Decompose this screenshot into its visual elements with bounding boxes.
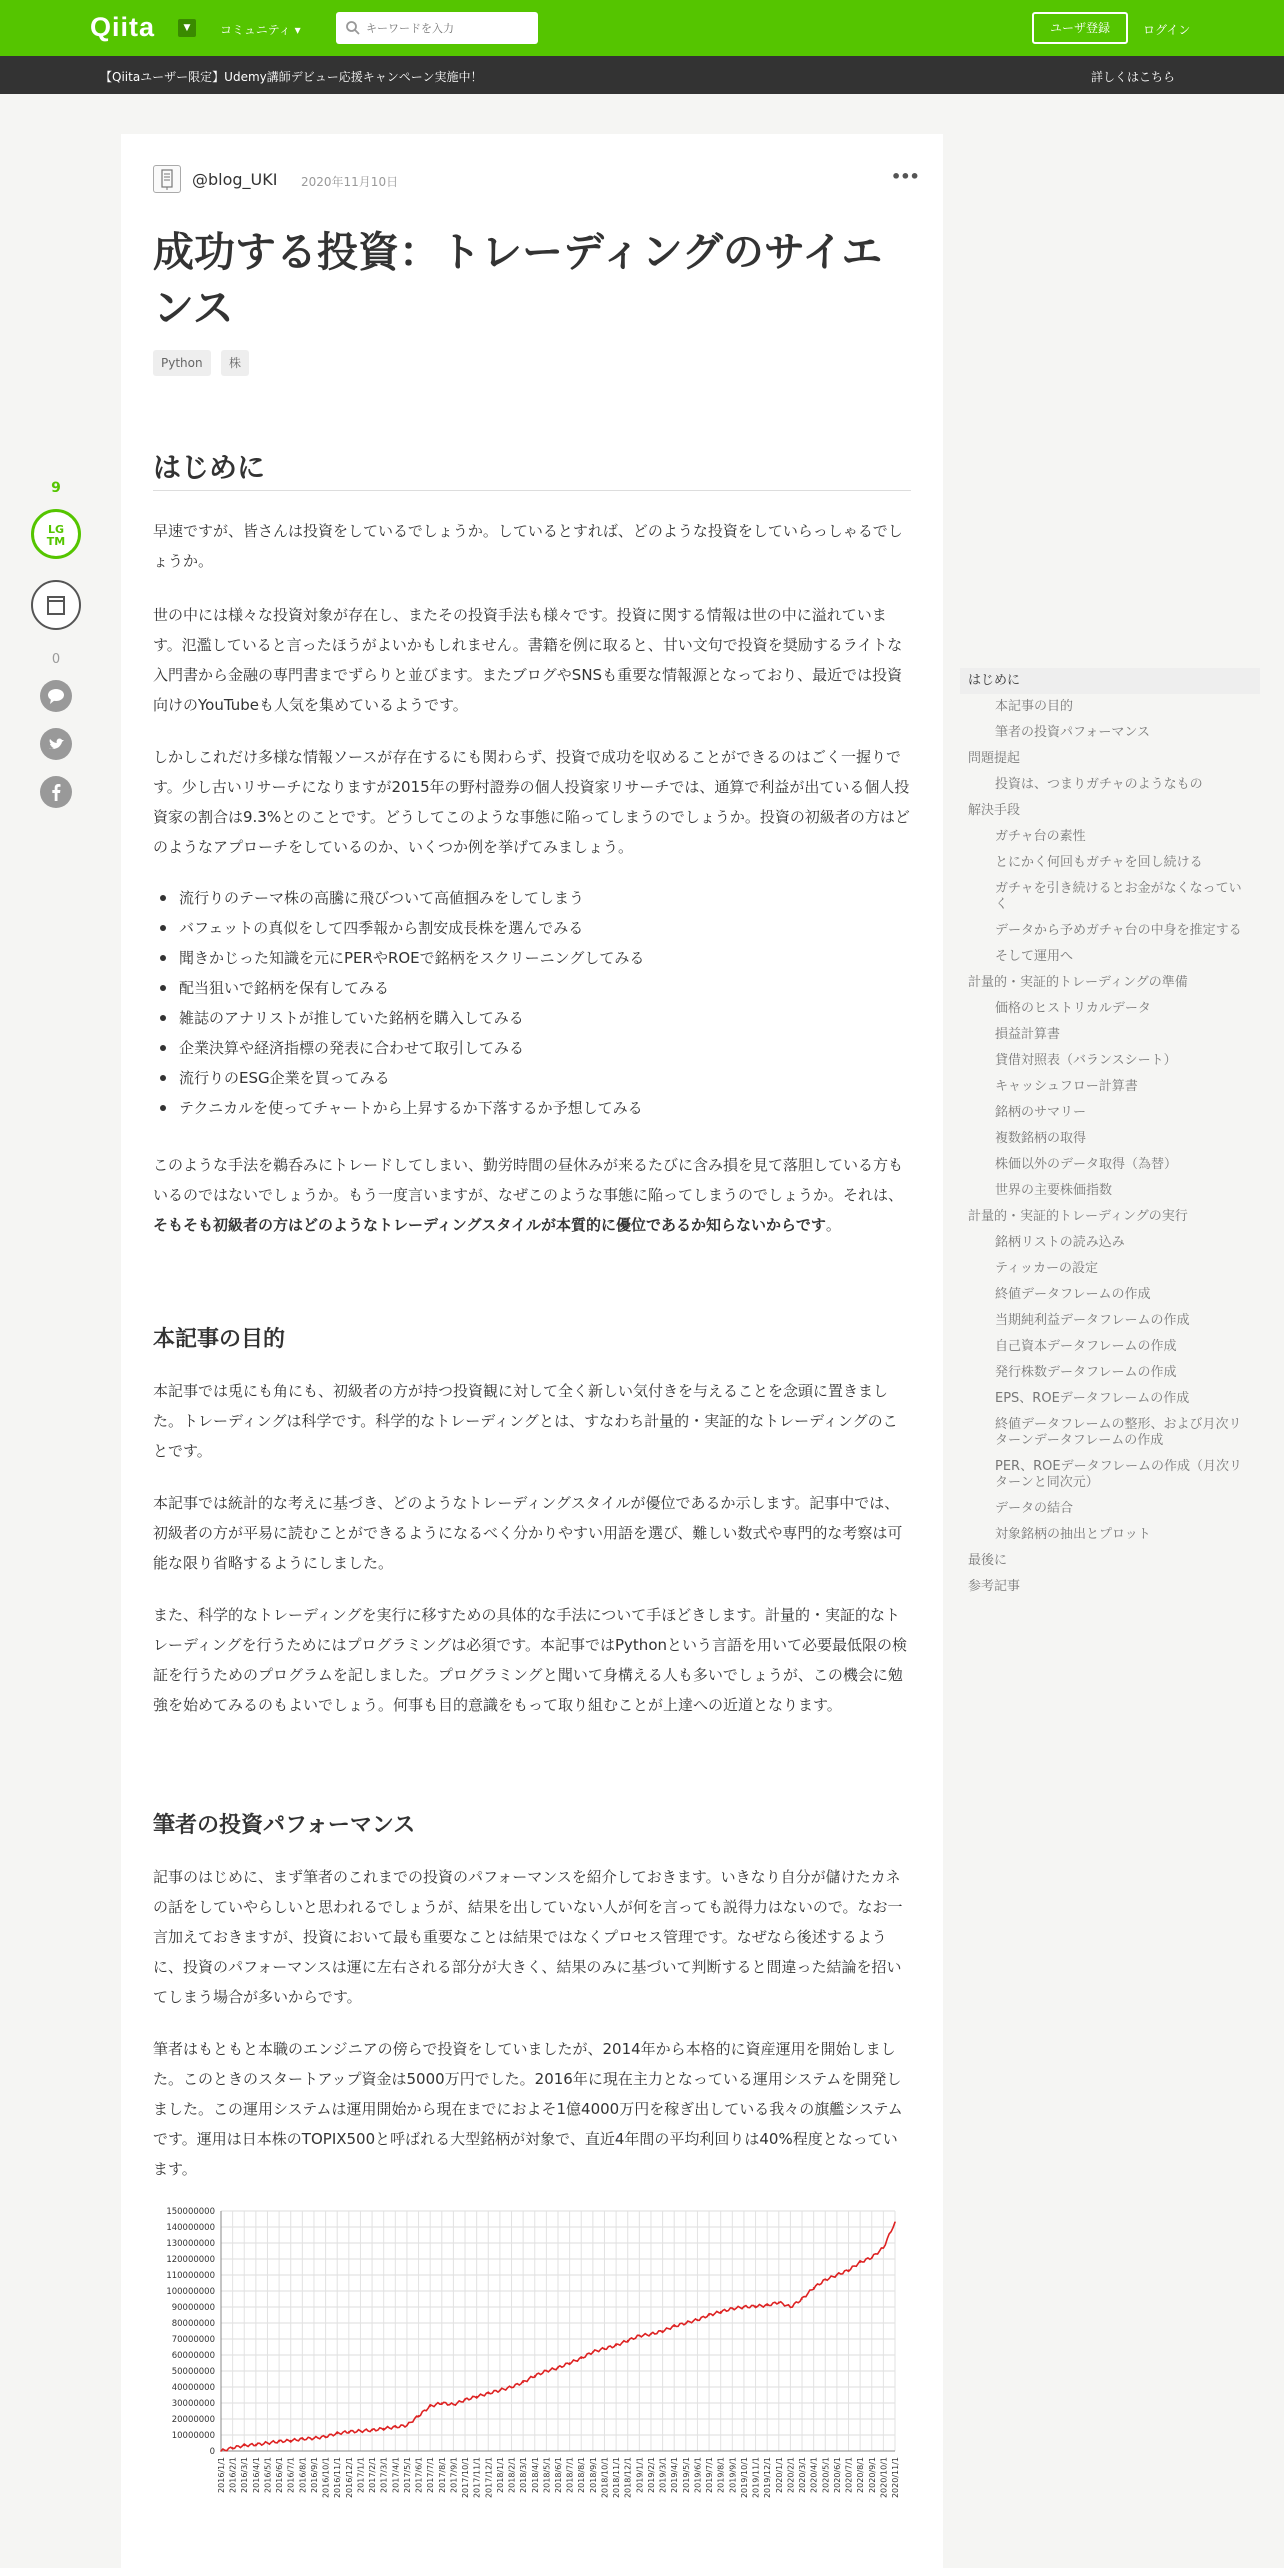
x-tick-label: 2016/2/1 — [228, 2457, 238, 2493]
toc-item[interactable]: 終値データフレームの作成 — [995, 1287, 1151, 1302]
x-tick-label: 2020/7/1 — [844, 2457, 854, 2493]
toc-item[interactable]: 終値データフレームの整形、および月次リターンデータフレームの作成 — [995, 1417, 1242, 1448]
paragraph: しかしこれだけ多様な情報ソースが存在するにも関わらず、投資で成功を収めることができるのはごく一握りです。少し古いリサーチになりますが2015年の野村證券の個人投資家リサーチでは、通算で利益が出ている個人投資家の割合は9.3%とのことです。どうしてこのような事態に陥ってしまうのでしょうか。投資の初級者の方はどのようなアプローチをしているのか、いくつか例を挙げてみましょう。 — [153, 748, 910, 856]
x-tick-label: 2019/12/1 — [763, 2457, 773, 2499]
data-point — [697, 2319, 699, 2321]
data-point — [778, 2301, 780, 2303]
y-tick-label: 80000000 — [171, 2319, 215, 2329]
data-point — [859, 2261, 861, 2263]
x-tick-label: 2018/11/1 — [612, 2457, 622, 2499]
data-point — [813, 2287, 815, 2289]
data-point — [278, 2441, 280, 2443]
chevron-down-icon[interactable]: ▼ — [178, 19, 196, 37]
toc-item[interactable]: 最後に — [968, 1553, 1008, 1568]
toc-item[interactable]: 自己資本データフレームの作成 — [995, 1339, 1177, 1354]
data-point — [580, 2357, 582, 2359]
toc-item[interactable]: データから予めガチャ台の中身を推定する — [995, 923, 1242, 938]
y-tick-label: 60000000 — [171, 2351, 215, 2361]
toc-item[interactable]: ティッカーの設定 — [995, 1261, 1098, 1276]
list-item: 配当狙いで銘柄を保有してみる — [153, 973, 911, 1003]
x-tick-label: 2017/7/1 — [426, 2457, 436, 2493]
search-input[interactable] — [366, 18, 531, 38]
data-point — [639, 2335, 641, 2337]
toc-item[interactable]: 対象銘柄の抽出とプロット — [995, 1527, 1151, 1542]
emphasis: そもそも初級者の方はどのようなトレーディングスタイルが本質的に優位であるか知らないからです — [153, 1216, 826, 1234]
data-point — [267, 2442, 269, 2444]
x-tick-label: 2016/10/1 — [321, 2457, 331, 2499]
table-of-contents — [960, 668, 1260, 1600]
data-point — [546, 2370, 548, 2372]
more-options-icon[interactable]: ••• — [891, 167, 919, 186]
search-icon — [345, 20, 361, 36]
x-tick-label: 2018/2/1 — [507, 2457, 517, 2493]
data-point — [871, 2257, 873, 2259]
x-tick-label: 2019/2/1 — [646, 2457, 656, 2493]
data-point — [360, 2430, 362, 2432]
data-point — [790, 2306, 792, 2308]
heading-divider — [153, 490, 911, 491]
list-item: バフェットの真似をして四季報から割安成長株を選んでみる — [153, 913, 911, 943]
login-link[interactable]: ログイン — [1143, 23, 1191, 37]
toc-item[interactable]: ガチャ台の素性 — [995, 829, 1086, 844]
list-item: 雑誌のアナリストが推していた銘柄を購入してみる — [153, 1003, 911, 1033]
data-point — [848, 2269, 850, 2271]
tag-kabu[interactable]: 株 — [221, 350, 249, 376]
x-tick-label: 2016/7/1 — [286, 2457, 296, 2493]
data-point — [604, 2348, 606, 2350]
x-tick-label: 2020/4/1 — [809, 2457, 819, 2493]
search-box[interactable] — [336, 12, 538, 44]
x-tick-label: 2017/3/1 — [379, 2457, 389, 2493]
data-point — [673, 2325, 675, 2327]
toc-item[interactable]: ガチャを引き続けるとお金がなくなっていく — [995, 881, 1242, 912]
author-name[interactable]: @blog_UKI — [192, 170, 278, 189]
paragraph: このような手法を鵜呑みにトレードしてしまい、勤労時間の昼休みが来るたびに含み損を見て落胆している方もいるのではないでしょうか。もう一度言いますが、なぜこのような事態に陥ってしまうのでしょうか。それは、そもそも初級者の方はどのようなトレーディングスタイルが本質的に優位であるか知らないからです。 — [153, 1156, 904, 1234]
data-point — [290, 2440, 292, 2442]
data-point — [557, 2367, 559, 2369]
data-point — [487, 2393, 489, 2395]
paragraph: 本記事では統計的な考えに基づき、どのようなトレーディングスタイルが優位であるか示します。記事中では、初級者の方が平易に読むことができるようになるべく分かりやすい用語を選び、難しい数式や専門的な考察は可能な限り省略するようにしました。 — [153, 1494, 903, 1572]
x-tick-label: 2017/9/1 — [449, 2457, 459, 2493]
x-tick-label: 2020/1/1 — [774, 2457, 784, 2493]
data-point — [441, 2402, 443, 2404]
paragraph: 本記事では兎にも角にも、初級者の方が持つ投資観に対して全く新しい気付きを与えることを念頭に置きました。トレーディングは科学です。科学的なトレーディングとは、すなわち計量的・実証的なトレーディングのことです。 — [153, 1382, 898, 1460]
post-date: 2020年11月10日 — [301, 175, 399, 189]
x-tick-label: 2016/11/1 — [333, 2457, 343, 2499]
x-tick-label: 2020/2/1 — [786, 2457, 796, 2493]
x-tick-label: 2017/10/1 — [461, 2457, 471, 2499]
toc-item[interactable]: 発行株数データフレームの作成 — [995, 1365, 1177, 1380]
campaign-banner — [0, 56, 1284, 94]
data-point — [243, 2445, 245, 2447]
x-tick-label: 2018/8/1 — [577, 2457, 587, 2493]
stock-count: 0 — [51, 652, 61, 667]
global-header — [0, 0, 1284, 56]
y-tick-label: 130000000 — [166, 2239, 215, 2249]
x-tick-label: 2019/4/1 — [670, 2457, 680, 2493]
data-point — [883, 2247, 885, 2249]
x-tick-label: 2017/2/1 — [368, 2457, 378, 2493]
paragraph: 筆者はもともと本職のエンジニアの傍らで投資をしていましたが、2014年から本格的に資産運用を開始しました。このときのスタートアップ資金は5000万円でした。2016年に現在主力となっている運用システムを開発しました。この運用システムは運用開始から現在までにおよそ1億4000万円を稼ぎ出している我々の旗艦システムです。運用は日本株のTOPIX500と呼ばれる大型銘柄が対象で、直近4年間の平均利回りは40%程度となっています。 — [153, 2040, 903, 2178]
avatar[interactable] — [153, 165, 181, 193]
x-tick-label: 2017/1/1 — [356, 2457, 366, 2493]
data-point — [894, 2221, 896, 2223]
x-tick-label: 2019/8/1 — [716, 2457, 726, 2493]
y-tick-label: 50000000 — [171, 2367, 215, 2377]
data-point — [325, 2436, 327, 2438]
data-point — [313, 2437, 315, 2439]
x-tick-label: 2017/12/1 — [484, 2457, 494, 2499]
toc-item[interactable]: 世界の主要株価指数 — [995, 1183, 1113, 1198]
y-tick-label: 20000000 — [171, 2415, 215, 2425]
y-tick-label: 30000000 — [171, 2399, 215, 2409]
data-point — [836, 2274, 838, 2276]
x-tick-label: 2020/6/1 — [832, 2457, 842, 2493]
y-tick-label: 0 — [209, 2447, 215, 2457]
twitter-icon[interactable] — [40, 728, 72, 760]
list-item: 流行りのテーマ株の高騰に飛びついて高値掴みをしてしまう — [153, 883, 911, 913]
x-tick-label: 2019/1/1 — [635, 2457, 645, 2493]
toc-item[interactable]: 計量的・実証的トレーディングの準備 — [968, 975, 1188, 990]
x-tick-label: 2020/8/1 — [856, 2457, 866, 2493]
performance-chart — [153, 2203, 913, 2568]
x-tick-label: 2020/5/1 — [821, 2457, 831, 2493]
data-point — [720, 2311, 722, 2313]
heading-purpose: 本記事の目的 — [153, 1327, 286, 1352]
toc-item[interactable]: とにかく何回もガチャを回し続ける — [995, 855, 1203, 870]
x-tick-label: 2018/3/1 — [519, 2457, 529, 2493]
y-tick-label: 70000000 — [171, 2335, 215, 2345]
data-point — [627, 2340, 629, 2342]
x-tick-label: 2016/9/1 — [309, 2457, 319, 2493]
data-point — [534, 2375, 536, 2377]
x-tick-label: 2020/3/1 — [798, 2457, 808, 2493]
data-point — [569, 2362, 571, 2364]
data-point — [453, 2404, 455, 2406]
y-tick-label: 10000000 — [171, 2431, 215, 2441]
data-point — [336, 2433, 338, 2435]
y-tick-label: 110000000 — [166, 2271, 215, 2281]
comment-icon[interactable] — [40, 680, 72, 712]
article-title: 成功する投資：トレーディングのサイエンス — [153, 228, 883, 332]
toc-item[interactable]: 参考記事 — [968, 1579, 1021, 1594]
heading-performance: 筆者の投資パフォーマンス — [153, 1813, 416, 1838]
approach-list — [153, 883, 911, 1123]
x-tick-label: 2017/4/1 — [391, 2457, 401, 2493]
data-point — [418, 2415, 420, 2417]
x-tick-label: 2016/3/1 — [240, 2457, 250, 2493]
data-point — [592, 2351, 594, 2353]
x-tick-label: 2016/12/1 — [344, 2457, 354, 2499]
data-point — [499, 2389, 501, 2391]
toc-item[interactable]: PER、ROEデータフレームの作成（月次リターンと同次元） — [995, 1459, 1243, 1490]
x-tick-label: 2016/8/1 — [298, 2457, 308, 2493]
x-tick-label: 2016/1/1 — [217, 2457, 226, 2493]
data-point — [464, 2399, 466, 2401]
x-tick-label: 2016/5/1 — [263, 2457, 273, 2493]
x-tick-label: 2020/10/1 — [879, 2457, 889, 2499]
data-point — [476, 2396, 478, 2398]
paragraph: 世の中には様々な投資対象が存在し、またその投資手法も様々です。投資に関する情報は世の中に溢れています。氾濫していると言ったほうがよいかもしれません。書籍を例に取ると、甘い文句で投資を奨励するライトな入門書から金融の専門書までずらりと並びます。またブログやSNSも重要な情報源となっており、最近では投資向けのYouTubeも人気を集めているようです。 — [153, 606, 903, 714]
toc-item[interactable]: 価格のヒストリカルデータ — [995, 1001, 1151, 1016]
data-point — [348, 2431, 350, 2433]
lgtm-count: 9 — [51, 480, 61, 496]
data-point — [395, 2426, 397, 2428]
banner-link[interactable]: 詳しくはこちら — [1091, 70, 1176, 84]
y-tick-label: 90000000 — [171, 2303, 215, 2313]
toc-item[interactable]: はじめに — [960, 668, 1260, 694]
tag-python[interactable]: Python — [153, 350, 211, 376]
y-tick-label: 120000000 — [166, 2255, 215, 2265]
data-point — [429, 2405, 431, 2407]
data-point — [522, 2381, 524, 2383]
community-menu[interactable]: コミュニティ ▾ — [220, 23, 301, 37]
x-tick-label: 2018/10/1 — [600, 2457, 610, 2499]
list-item: 企業決算や経済指標の発表に合わせて取引してみる — [153, 1033, 911, 1063]
x-tick-label: 2019/10/1 — [739, 2457, 749, 2499]
data-point — [406, 2425, 408, 2427]
toc-item[interactable]: 複数銘柄の取得 — [995, 1131, 1087, 1146]
x-tick-label: 2018/1/1 — [495, 2457, 505, 2493]
toc-item[interactable]: 貸借対照表（バランスシート） — [995, 1053, 1177, 1068]
x-tick-label: 2018/6/1 — [554, 2457, 563, 2493]
data-point — [232, 2447, 234, 2449]
lgtm-button[interactable]: LG TM — [31, 509, 81, 559]
article-body — [121, 134, 943, 2568]
list-item: 流行りのESG企業を買ってみる — [153, 1063, 911, 1093]
data-point — [615, 2345, 617, 2347]
x-tick-label: 2019/9/1 — [728, 2457, 738, 2493]
x-tick-label: 2017/5/1 — [402, 2457, 412, 2493]
data-point — [302, 2438, 304, 2440]
toc-item[interactable]: キャッシュフロー計算書 — [995, 1079, 1138, 1094]
data-point — [371, 2429, 373, 2431]
register-button[interactable]: ユーザ登録 — [1032, 12, 1128, 44]
toc-item[interactable]: 銘柄リストの読み込み — [995, 1235, 1125, 1250]
paragraph: 記事のはじめに、まず筆者のこれまでの投資のパフォーマンスを紹介しておきます。いきなり自分が儲けたカネの話をしていやらしいと思われるでしょうが、結果を出していない人が何を言っても説得力はないので。なお一言加えておきますが、投資において最も重要なことは結果ではなくプロセス管理です。なぜなら後述するように、投資のパフォーマンスは運に左右される部分が大きく、結果のみに基づいて判断すると間違った結論を招いてしまう場合が多いからです。 — [153, 1868, 903, 2006]
list-item: 聞きかじった知識を元にPERやROEで銘柄をスクリーニングしてみる — [153, 943, 911, 973]
data-point — [383, 2428, 385, 2430]
data-point — [755, 2305, 757, 2307]
x-tick-label: 2016/6/1 — [275, 2457, 285, 2493]
toc-item[interactable]: 本記事の目的 — [995, 699, 1074, 714]
x-tick-label: 2019/5/1 — [681, 2457, 691, 2493]
y-tick-label: 140000000 — [166, 2223, 215, 2233]
list-item: テクニカルを使ってチャートから上昇するか下落するか予想してみる — [153, 1093, 911, 1123]
x-tick-label: 2017/8/1 — [437, 2457, 447, 2493]
toc-item[interactable]: 銘柄のサマリー — [995, 1105, 1087, 1120]
x-tick-label: 2018/12/1 — [623, 2457, 633, 2499]
data-point — [766, 2305, 768, 2307]
paragraph: 早速ですが、皆さんは投資をしているでしょうか。しているとすれば、どのような投資をしていらっしゃるでしょうか。 — [153, 522, 903, 570]
x-tick-label: 2017/6/1 — [414, 2457, 424, 2493]
paragraph: また、科学的なトレーディングを実行に移すための具体的な手法について手ほどきします。計量的・実証的なトレーディングを行うためにはプログラミングは必須です。本記事ではPythonという言語を用いて必要最低限の検証を行うためのプログラムを記しました。プログラミングと聞いて身構える人も多いでしょうが、この機会に勉強を始めてみるのもよいでしょう。何事も目的意識をもって取り組むことが上達への近道となります。 — [153, 1606, 907, 1714]
stock-button[interactable] — [31, 580, 81, 630]
toc-item[interactable]: 解決手段 — [968, 803, 1021, 818]
x-tick-label: 2018/7/1 — [565, 2457, 575, 2493]
stock-icon — [33, 582, 79, 628]
y-tick-label: 100000000 — [166, 2287, 215, 2297]
y-tick-label: 40000000 — [171, 2383, 215, 2393]
x-tick-label: 2016/4/1 — [251, 2457, 261, 2493]
x-tick-label: 2018/9/1 — [588, 2457, 598, 2493]
toc-item[interactable]: 筆者の投資パフォーマンス — [995, 725, 1150, 740]
x-tick-label: 2020/9/1 — [867, 2457, 877, 2493]
x-tick-label: 2019/3/1 — [658, 2457, 668, 2493]
data-point — [662, 2330, 664, 2332]
toc-item[interactable]: 株価以外のデータ取得（為替） — [995, 1157, 1178, 1172]
toc-item[interactable]: そして運用へ — [995, 949, 1074, 964]
qiita-logo[interactable]: Qiita — [90, 12, 156, 42]
heading-intro: はじめに — [153, 451, 266, 484]
data-point — [732, 2308, 734, 2310]
toc-item[interactable]: 問題提起 — [968, 751, 1021, 766]
data-point — [685, 2322, 687, 2324]
toc-item[interactable]: 損益計算書 — [995, 1027, 1061, 1042]
toc-item[interactable]: 計量的・実証的トレーディングの実行 — [968, 1209, 1188, 1224]
x-tick-label: 2019/11/1 — [751, 2457, 761, 2499]
data-point — [255, 2444, 257, 2446]
x-tick-label: 2017/11/1 — [472, 2457, 482, 2499]
toc-item[interactable]: EPS、ROEデータフレームの作成 — [995, 1391, 1190, 1406]
data-point — [743, 2306, 745, 2308]
x-tick-label: 2019/7/1 — [705, 2457, 715, 2493]
x-tick-label: 2018/4/1 — [530, 2457, 540, 2493]
data-point — [220, 2450, 222, 2452]
y-tick-label: 150000000 — [166, 2207, 215, 2217]
toc-item[interactable]: 投資は、つまりガチャのようなもの — [995, 777, 1203, 792]
x-tick-label: 2020/11/1 — [891, 2457, 900, 2499]
data-point — [511, 2386, 513, 2388]
x-tick-label: 2019/6/1 — [693, 2457, 703, 2493]
toc-item[interactable]: 当期純利益データフレームの作成 — [995, 1313, 1190, 1328]
facebook-icon[interactable] — [40, 776, 72, 808]
toc-item[interactable]: データの結合 — [995, 1501, 1074, 1516]
data-point — [708, 2314, 710, 2316]
banner-text[interactable]: 【Qiitaユーザー限定】Udemy講師デビュー応援キャンペーン実施中！ — [100, 70, 483, 84]
data-point — [824, 2279, 826, 2281]
data-point — [801, 2298, 803, 2300]
x-tick-label: 2018/5/1 — [542, 2457, 552, 2493]
data-point — [650, 2333, 652, 2335]
